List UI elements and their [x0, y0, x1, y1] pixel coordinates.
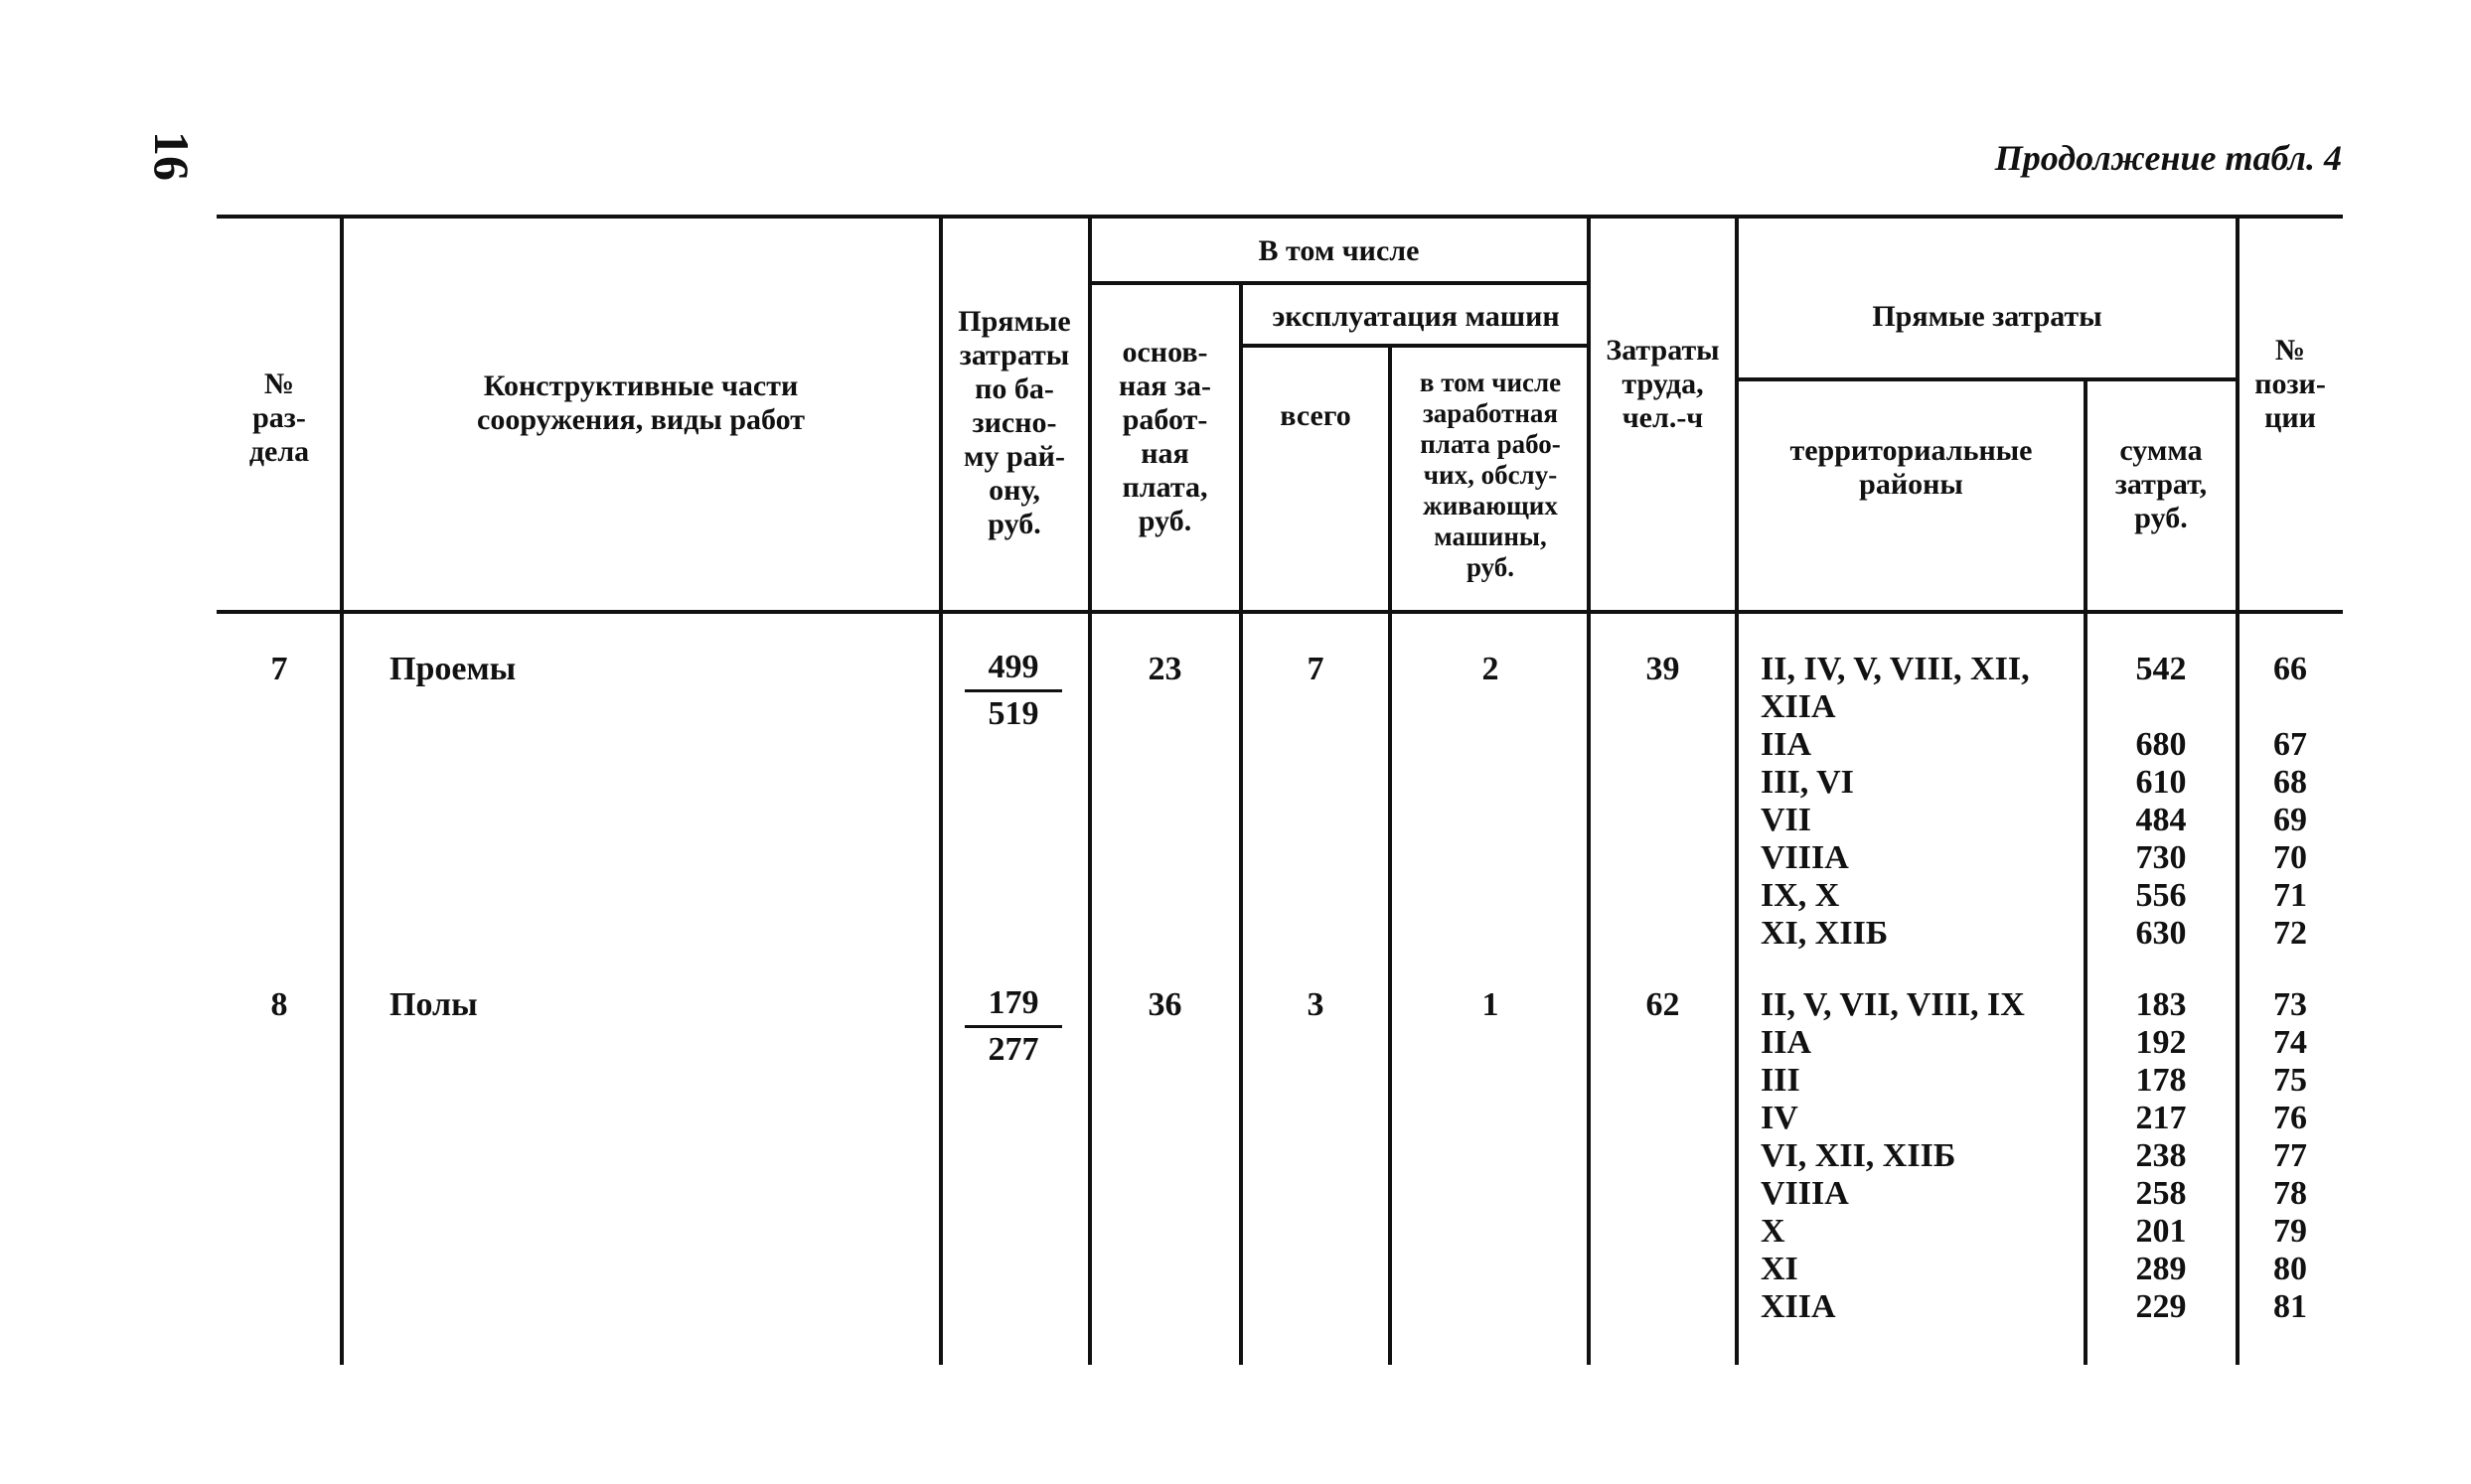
header-machine-wage: в том числе заработная плата рабо- чих, обслу- живающих машины, руб. [1419, 368, 1562, 582]
header-bottom-rule [217, 610, 2343, 614]
header-including: В том числе [1258, 234, 1420, 267]
region-item: XIIA [1761, 688, 1836, 725]
header-direct-costs-base: Прямые затраты по ба- зисно- му рай- ону, руб. [958, 305, 1071, 540]
header-cost-sum: сумма затрат, руб. [2114, 434, 2208, 534]
sum-item: 610 [2135, 764, 2187, 801]
position-item: 77 [2273, 1137, 2307, 1174]
region-item: XI [1761, 1251, 1798, 1287]
labor-value: 39 [1645, 651, 1680, 687]
header-machine-operation: эксплуатация машин [1272, 300, 1560, 333]
position-list [2240, 651, 2340, 953]
position-item: 76 [2273, 1100, 2307, 1136]
sum-item: 484 [2135, 802, 2187, 838]
position-item: 74 [2273, 1024, 2307, 1061]
direct-costs-top: 499 [988, 649, 1039, 685]
header-machine-total: всего [1280, 399, 1351, 432]
position-item: 80 [2273, 1251, 2307, 1287]
col-divider-4 [1239, 281, 1243, 1365]
sum-item: 201 [2135, 1213, 2187, 1250]
header-direct-costs: Прямые затраты [1872, 300, 2102, 333]
position-item: 69 [2273, 802, 2307, 838]
position-item [2240, 688, 2340, 726]
position-item: 71 [2273, 877, 2307, 914]
sum-item: 238 [2135, 1137, 2187, 1174]
position-list [2240, 986, 2340, 1326]
machine-total-value: 7 [1307, 651, 1324, 687]
direct-costs-fraction [959, 648, 1068, 734]
machine-rule [1239, 344, 1590, 348]
region-item: X [1761, 1213, 1785, 1250]
direct-costs-top: 179 [988, 984, 1039, 1021]
section-number: 8 [270, 986, 288, 1023]
region-item: VII [1761, 802, 1812, 838]
header-position-no: № пози- ции [2254, 334, 2326, 434]
machine-wage-value: 1 [1481, 986, 1499, 1023]
sum-item: 178 [2135, 1062, 2187, 1099]
region-item: IIA [1761, 1024, 1812, 1061]
region-item: VI, XII, XIIБ [1761, 1137, 1956, 1174]
sum-item: 217 [2135, 1100, 2187, 1136]
position-item: 70 [2273, 839, 2307, 876]
direct-costs-bottom: 277 [988, 1031, 1039, 1068]
machine-total-value: 3 [1307, 986, 1324, 1023]
sum-list [2088, 986, 2234, 1326]
col-divider-2 [939, 215, 943, 1365]
position-item: 66 [2273, 651, 2307, 687]
region-item: IX, X [1761, 877, 1840, 914]
position-item: 75 [2273, 1062, 2307, 1099]
sum-item: 680 [2135, 726, 2187, 763]
header-parts: Конструктивные части сооружения, виды работ [477, 370, 805, 436]
position-item: 68 [2273, 764, 2307, 801]
position-item: 67 [2273, 726, 2307, 763]
header-base-wage: основ- ная за- работ- ная плата, руб. [1118, 336, 1212, 537]
sum-item: 630 [2135, 915, 2187, 952]
direct-costs-rule [1738, 377, 2236, 381]
region-item: III, VI [1761, 764, 1854, 801]
sum-item: 542 [2135, 651, 2187, 687]
position-item: 73 [2273, 986, 2307, 1023]
sum-item: 192 [2135, 1024, 2187, 1061]
region-item: III [1761, 1062, 1800, 1099]
work-name: Проемы [389, 651, 517, 687]
position-item: 81 [2273, 1288, 2307, 1325]
region-item: VIIIA [1761, 839, 1849, 876]
sum-item: 229 [2135, 1288, 2187, 1325]
section-number: 7 [270, 651, 288, 687]
including-rule [1088, 281, 1590, 285]
col-divider-5 [1388, 344, 1392, 1365]
region-list [1761, 651, 2030, 953]
sum-item: 183 [2135, 986, 2187, 1023]
work-name: Полы [389, 986, 478, 1023]
sum-item: 730 [2135, 839, 2187, 876]
position-item: 78 [2273, 1175, 2307, 1212]
base-wage-value: 36 [1148, 986, 1182, 1023]
region-item: VIIIA [1761, 1175, 1849, 1212]
base-wage-value: 23 [1148, 651, 1182, 687]
top-rule [217, 215, 2343, 219]
region-item: II, V, VII, VIII, IX [1761, 986, 2025, 1023]
col-divider-1 [340, 215, 344, 1365]
sum-list [2088, 651, 2234, 953]
col-divider-8 [2084, 377, 2087, 1365]
position-item: 72 [2273, 915, 2307, 952]
col-divider-3 [1088, 215, 1092, 1365]
region-item: IV [1761, 1100, 1798, 1136]
page-number: 16 [144, 131, 200, 181]
region-item: II, IV, V, VIII, XII, [1761, 651, 2030, 687]
col-divider-9 [2236, 215, 2239, 1365]
labor-value: 62 [1645, 986, 1680, 1023]
direct-costs-fraction [959, 983, 1068, 1070]
sum-item: 556 [2135, 877, 2187, 914]
region-item: XI, XIIБ [1761, 915, 1889, 952]
region-item: XIIA [1761, 1288, 1836, 1325]
sum-item: 289 [2135, 1251, 2187, 1287]
machine-wage-value: 2 [1481, 651, 1499, 687]
position-item: 79 [2273, 1213, 2307, 1250]
table-caption: Продолжение табл. 4 [1994, 138, 2342, 178]
header-section-no: № раз- дела [248, 368, 310, 468]
sum-item [2088, 688, 2234, 726]
region-list [1761, 986, 2025, 1326]
header-regions: территориальные районы [1789, 434, 2033, 501]
header-labor-costs: Затраты труда, чел.-ч [1606, 334, 1720, 434]
direct-costs-bottom: 519 [988, 695, 1039, 732]
region-item: IIA [1761, 726, 1812, 763]
col-divider-7 [1735, 215, 1739, 1365]
sum-item: 258 [2135, 1175, 2187, 1212]
